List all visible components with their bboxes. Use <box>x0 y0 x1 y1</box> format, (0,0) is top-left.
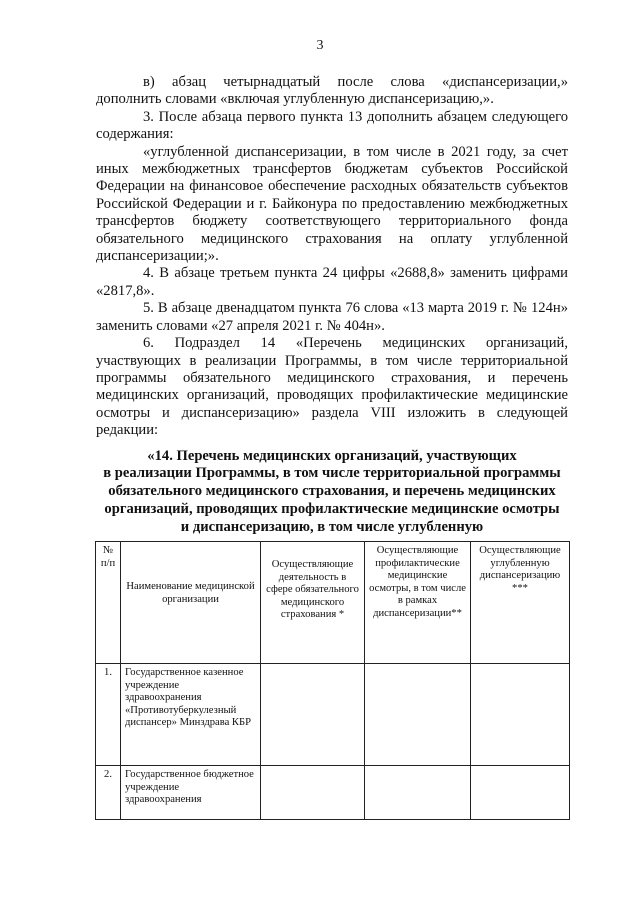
table-row <box>96 766 570 820</box>
paragraph-item-6: 6. Подраздел 14 «Перечень медицинских организаций, участвующих в реализации Программы, в том числе территориальной программы обязательного медицинского страхования, и перечень медицинских организаций, проводящих профилактические медицинские осмотры и диспансеризацию» раздела VIII изложить в следующей редакции: <box>96 335 568 439</box>
paragraph-quoted-text: «углубленной диспансеризации, в том числе в 2021 году, за счет иных межбюджетных трансфертов бюджетам субъектов Российской Федерации на финансовое обеспечение расходных обязательств субъектов Российской Федерации и г. Байконура по предоставлению межбюджетных трансфертов бюджету соответствующего территориального фонда обязательного медицинского страхования на оплату углубленной диспансеризации;». <box>96 143 568 265</box>
heading-line: и диспансеризацию, в том числе углубленную <box>180 518 484 535</box>
row-oms-cell <box>261 766 365 820</box>
header-name: Наименование медицинской организации <box>121 542 261 664</box>
row-organization-name: Государственное казенное учреждение здравоохранения «Противотуберкулезный диспансер» Минздрава КБР <box>121 664 261 766</box>
paragraph-item-v: в) абзац четырнадцатый после слова «диспансеризации,» дополнить словами «включая углубленную диспансеризацию,». <box>96 74 568 108</box>
row-preventive-cell <box>365 664 471 766</box>
table-row <box>96 664 570 766</box>
row-number: 2. <box>96 766 121 820</box>
paragraph-item-5: 5. В абзаце двенадцатом пункта 76 слова «13 марта 2019 г. № 124н» заменить словами «27 апреля 2021 г. № 404н». <box>96 300 568 334</box>
heading-line: организаций, проводящих профилактические медицинские осмотры <box>104 500 560 517</box>
row-preventive-cell <box>365 766 471 820</box>
row-deep-checkup-cell <box>471 664 570 766</box>
document-body <box>96 74 568 537</box>
paragraph-item-3: 3. После абзаца первого пункта 13 дополнить абзацем следующего содержания: <box>96 108 568 143</box>
header-oms: Осуществляющие деятельность в сфере обязательного медицинского страхования * <box>261 542 365 664</box>
header-number: № п/п <box>96 542 121 664</box>
section-heading <box>96 448 568 537</box>
row-number: 1. <box>96 664 121 766</box>
header-preventive: Осуществляющие профилактические медицинские осмотры, в том числе в рамках диспансеризации** <box>365 542 471 664</box>
page-number: 3 <box>316 38 324 53</box>
paragraph-item-4: 4. В абзаце третьем пункта 24 цифры «2688,8» заменить цифрами «2817,8». <box>96 265 568 299</box>
organizations-table <box>95 541 570 820</box>
header-deep-checkup: Осуществляющие углубленную диспансеризацию *** <box>471 542 570 664</box>
row-oms-cell <box>261 664 365 766</box>
heading-line: обязательного медицинского страхования, и перечень медицинских <box>108 483 556 500</box>
row-organization-name: Государственное бюджетное учреждение здравоохранения <box>121 766 261 820</box>
heading-line: в реализации Программы, в том числе территориальной программы <box>103 465 561 482</box>
row-deep-checkup-cell <box>471 766 570 820</box>
heading-line: «14. Перечень медицинских организаций, участвующих <box>147 447 517 464</box>
table-header-row <box>96 542 570 664</box>
